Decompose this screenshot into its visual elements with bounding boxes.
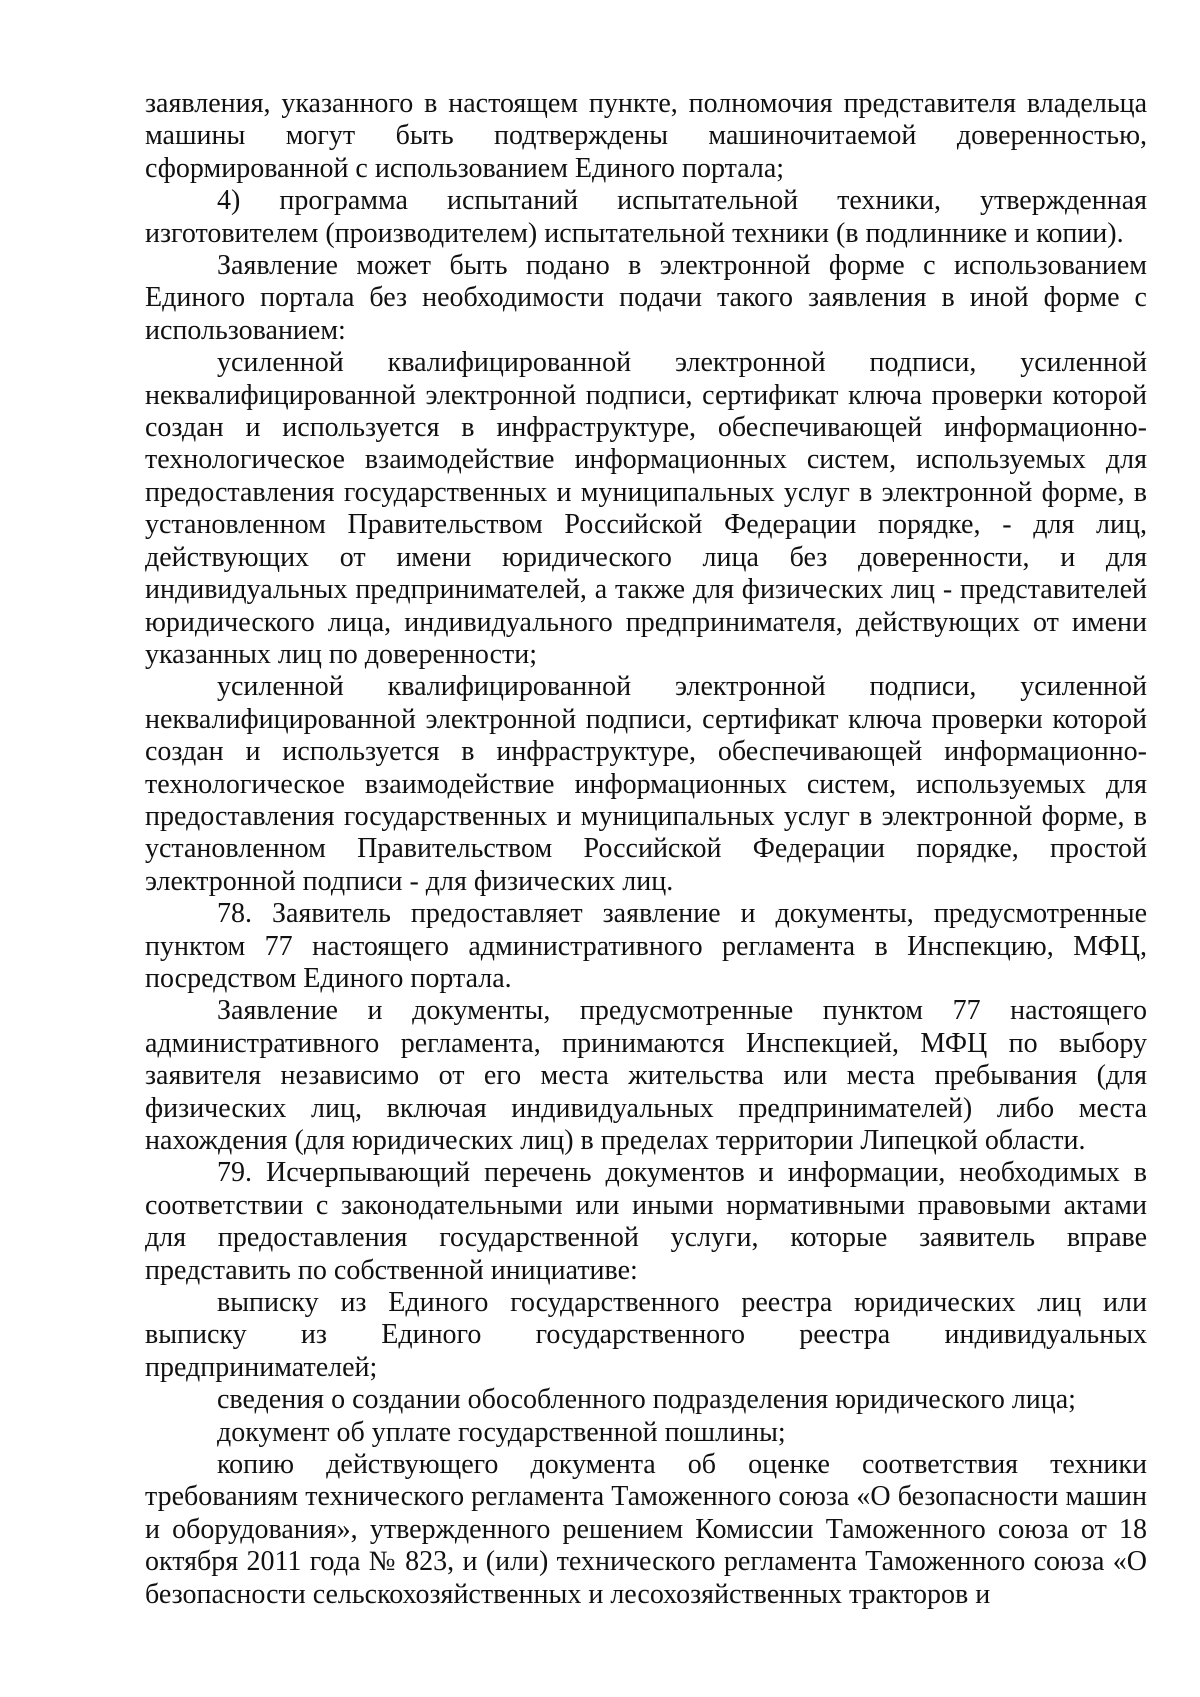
- paragraph: Заявление может быть подано в электронной форме с использованием Единого портала без необходимости подачи такого заявления в иной форме с использованием:: [145, 250, 1147, 346]
- paragraph: Заявление и документы, предусмотренные пунктом 77 настоящего административного регламента, принимаются Инспекцией, МФЦ по выбору заявителя независимо от его места жительства или места пребывания (для физических лиц, включая индивидуальных предпринимателей) либо места нахождения (для юридических лиц) в пределах территории Липецкой области.: [145, 995, 1147, 1156]
- paragraph: документ об уплате государственной пошлины;: [217, 1416, 786, 1448]
- paragraph: 4) программа испытаний испытательной техники, утвержденная изготовителем (производителем) испытательной техники (в подлиннике и копии).: [145, 185, 1147, 249]
- paragraph: копию действующего документа об оценке соответствия техники требованиям технического регламента Таможенного союза «О безопасности машин и оборудования», утвержденного решением Комиссии Таможенного союза от 18 октября 2011 года № 823, и (или) технического регламента Таможенного союза «О безопасности сельскохозяйственных и лесохозяйственных тракторов и: [145, 1449, 1147, 1610]
- document-page: [145, 88, 1147, 1611]
- paragraph: сведения о создании обособленного подразделения юридического лица;: [217, 1384, 1076, 1416]
- paragraph: усиленной квалифицированной электронной подписи, усиленной неквалифицированной электронной подписи, сертификат ключа проверки которой создан и используется в инфраструктуре, обеспечивающей информационно-технологическое взаимодействие информационных систем, используемых для предоставления государственных и муниципальных услуг в электронной форме, в установленном Правительством Российской Федерации порядке, - для лиц, действующих от имени юридического лица без доверенности, и для индивидуальных предпринимателей, а также для физических лиц - представителей юридического лица, индивидуального предпринимателя, действующих от имени указанных лиц по доверенности;: [145, 347, 1147, 670]
- paragraph: заявления, указанного в настоящем пункте, полномочия представителя владельца машины могут быть подтверждены машиночитаемой доверенностью, сформированной с использованием Единого портала;: [145, 88, 1147, 184]
- paragraph: выписку из Единого государственного реестра юридических лиц или выписку из Единого государственного реестра индивидуальных предпринимателей;: [145, 1287, 1147, 1383]
- paragraph: 78. Заявитель предоставляет заявление и документы, предусмотренные пунктом 77 настоящего административного регламента в Инспекцию, МФЦ, посредством Единого портала.: [145, 898, 1147, 994]
- paragraph: 79. Исчерпывающий перечень документов и информации, необходимых в соответствии с законодательными или иными нормативными правовыми актами для предоставления государственной услуги, которые заявитель вправе представить по собственной инициативе:: [145, 1157, 1147, 1286]
- paragraph: усиленной квалифицированной электронной подписи, усиленной неквалифицированной электронной подписи, сертификат ключа проверки которой создан и используется в инфраструктуре, обеспечивающей информационно-технологическое взаимодействие информационных систем, используемых для предоставления государственных и муниципальных услуг в электронной форме, в установленном Правительством Российской Федерации порядке, простой электронной подписи - для физических лиц.: [145, 671, 1147, 897]
